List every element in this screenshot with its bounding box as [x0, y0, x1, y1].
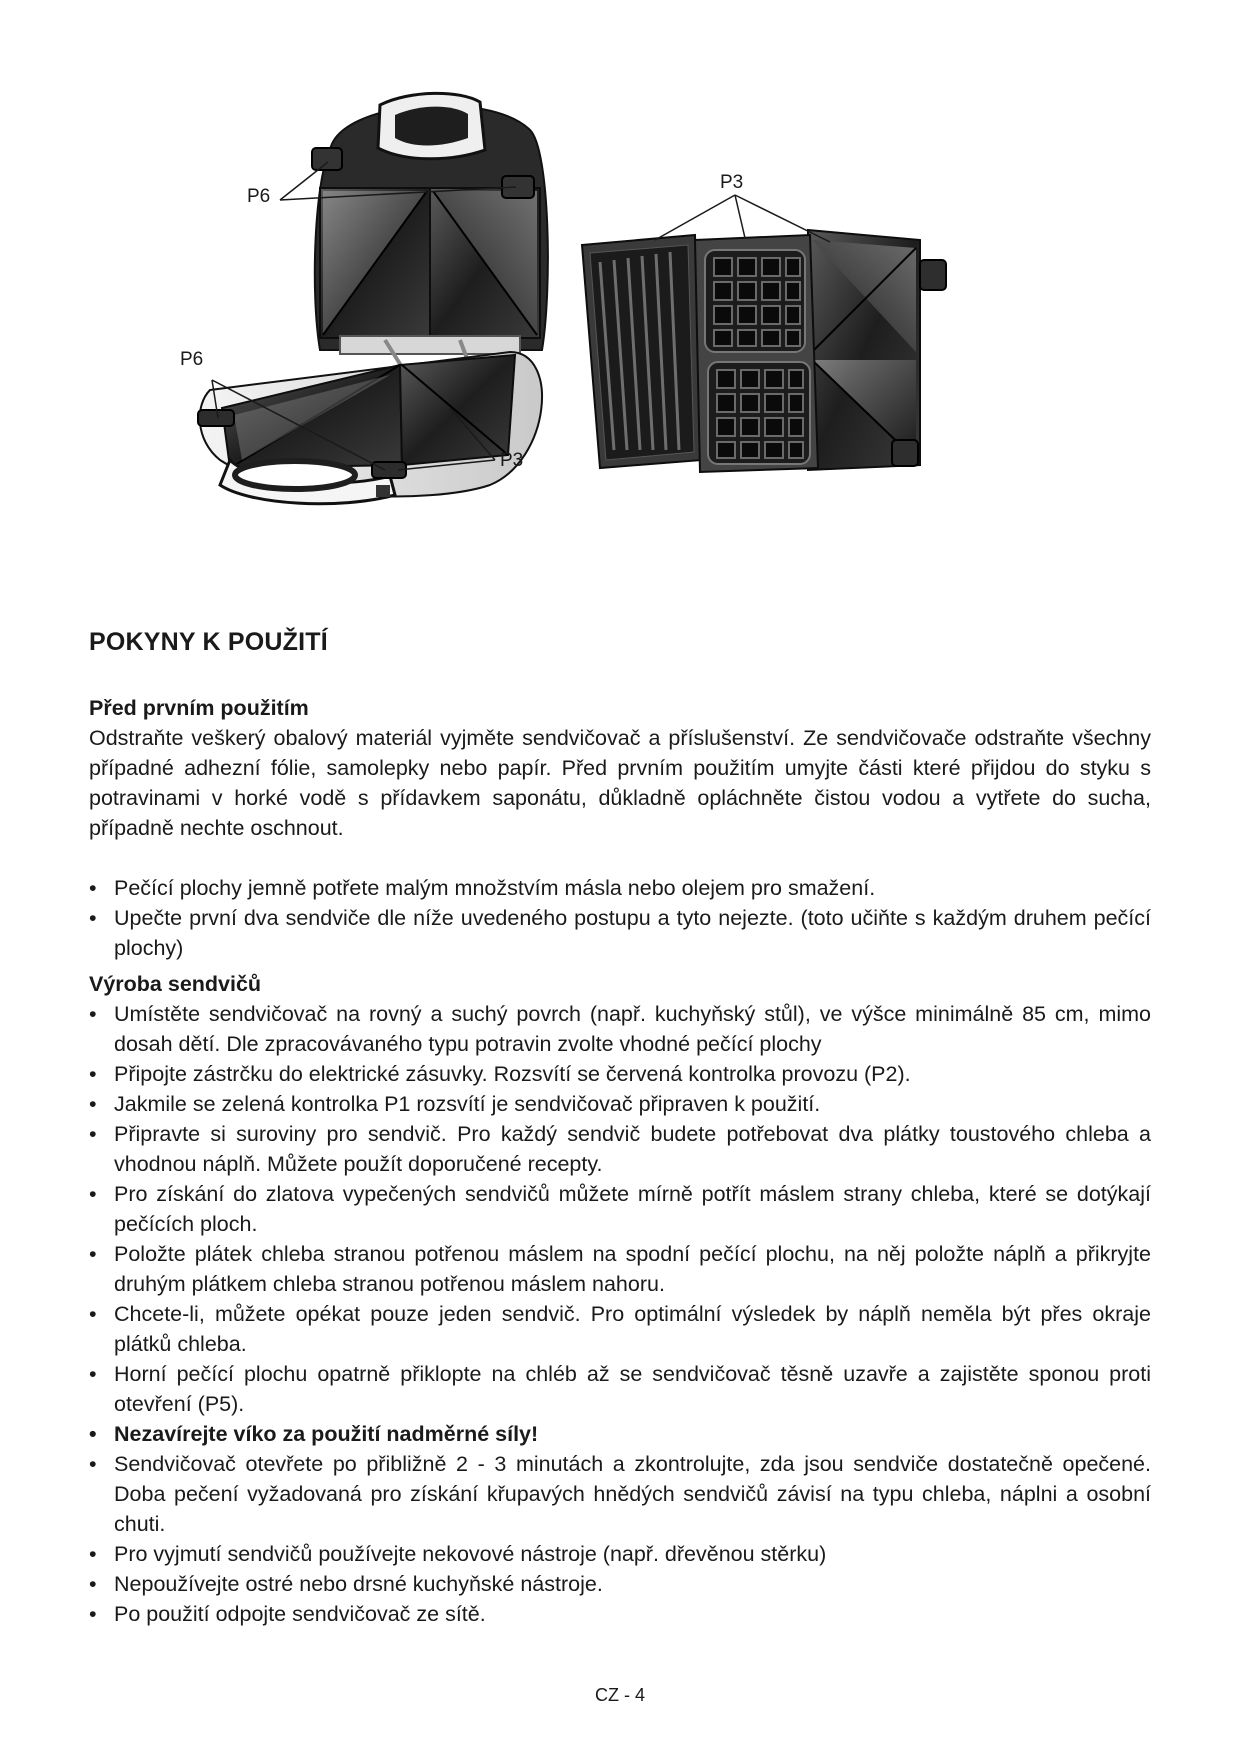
page-heading: POKYNY K POUŽITÍ	[89, 628, 328, 656]
list-item: • Pečící plochy jemně potřete malým množstvím másla nebo olejem pro smažení.	[89, 873, 1151, 903]
list-item: • Položte plátek chleba stranou potřenou máslem na spodní pečící plochu, na něj položte náplň a přikryjte druhým plátkem chleba stranou potřenou máslem nahoru.	[89, 1239, 1151, 1299]
bullet-symbol: •	[89, 1422, 97, 1446]
bullet-symbol: •	[89, 1572, 97, 1596]
bullet-list-making-sandwiches	[89, 999, 1151, 1629]
bullet-symbol: •	[89, 906, 97, 930]
list-item: • Jakmile se zelená kontrolka P1 rozsvítí je sendvičovač připraven k použití.	[89, 1089, 1151, 1119]
bullet-symbol: •	[89, 1182, 97, 1206]
list-item: • Připravte si suroviny pro sendvič. Pro každý sendvič budete potřebovat dva plátky toustového chleba a vhodnou náplň. Můžete použít doporučené recepty.	[89, 1119, 1151, 1179]
bullet-symbol: •	[89, 1542, 97, 1566]
bullet-symbol: •	[89, 1002, 97, 1026]
section-title-making-sandwiches: Výroba sendvičů	[89, 972, 262, 996]
product-illustration	[180, 90, 1090, 570]
section-paragraph-before-first-use: Odstraňte veškerý obalový materiál vyjměte sendvičovač a příslušenství. Ze sendvičovače odstraňte všechny případné adhezní fólie, samolepky nebo papír. Před prvním použitím umyjte části které přijdou do styku s potravinami v horké vodě s přídavkem saponátu, důkladně opláchněte čistou vodou a vytřete do sucha, případně nechte oschnout.	[89, 726, 1151, 840]
bullet-symbol: •	[89, 876, 97, 900]
callout-p3-right: P3	[720, 172, 744, 193]
section-title-before-first-use: Před prvním použitím	[89, 696, 309, 720]
bullet-symbol: •	[89, 1062, 97, 1086]
bullet-symbol: •	[89, 1122, 97, 1146]
list-item: • Po použití odpojte sendvičovač ze sítě.	[89, 1599, 1151, 1629]
bullet-symbol: •	[89, 1242, 97, 1266]
bullet-symbol: •	[89, 1302, 97, 1326]
bullet-symbol: •	[89, 1602, 97, 1626]
list-item-warning: • Nezavírejte víko za použití nadměrné síly!	[89, 1419, 1151, 1449]
list-item: • Upečte první dva sendviče dle níže uvedeného postupu a tyto nejezte. (toto učiňte s každým druhem pečící plochy)	[89, 903, 1151, 963]
bullet-symbol: •	[89, 1092, 97, 1116]
page-footer: CZ - 4	[594, 1685, 645, 1705]
callout-p3-left: P3	[500, 450, 524, 471]
sandwich-maker-image	[198, 93, 548, 503]
list-item: • Umístěte sendvičovač na rovný a suchý povrch (např. kuchyňský stůl), ve výšce minimálně 85 cm, mimo dosah dětí. Dle zpracovávaného typu potravin zvolte vhodné pečící plochy	[89, 999, 1151, 1059]
list-item: • Sendvičovač otevřete po přibližně 2 - 3 minutách a zkontrolujte, zda jsou sendviče dostatečně opečené. Doba pečení vyžadovaná pro získání křupavých hnědých sendvičů závisí na typu chleba, náplni a osobní chuti.	[89, 1449, 1151, 1539]
bullet-list-first-use	[89, 873, 1151, 963]
list-item: • Pro získání do zlatova vypečených sendvičů můžete mírně potřít máslem strany chleba, které se dotýkají pečících ploch.	[89, 1179, 1151, 1239]
interchangeable-plates-image	[582, 230, 946, 472]
bullet-symbol: •	[89, 1452, 97, 1476]
callout-p6-bottom: P6	[180, 349, 204, 370]
list-item: • Připojte zástrčku do elektrické zásuvky. Rozsvítí se červená kontrolka provozu (P2).	[89, 1059, 1151, 1089]
bullet-symbol: •	[89, 1362, 97, 1386]
instructions-content	[89, 628, 1151, 1629]
list-item: • Horní pečící plochu opatrně přiklopte na chléb až se sendvičovač těsně uzavře a zajistěte sponou proti otevření (P5).	[89, 1359, 1151, 1419]
list-item: • Chcete-li, můžete opékat pouze jeden sendvič. Pro optimální výsledek by náplň neměla být přes okraje plátků chleba.	[89, 1299, 1151, 1359]
callout-p6-top: P6	[247, 186, 271, 207]
list-item: • Pro vyjmutí sendvičů používejte nekovové nástroje (např. dřevěnou stěrku)	[89, 1539, 1151, 1569]
list-item: • Nepoužívejte ostré nebo drsné kuchyňské nástroje.	[89, 1569, 1151, 1599]
